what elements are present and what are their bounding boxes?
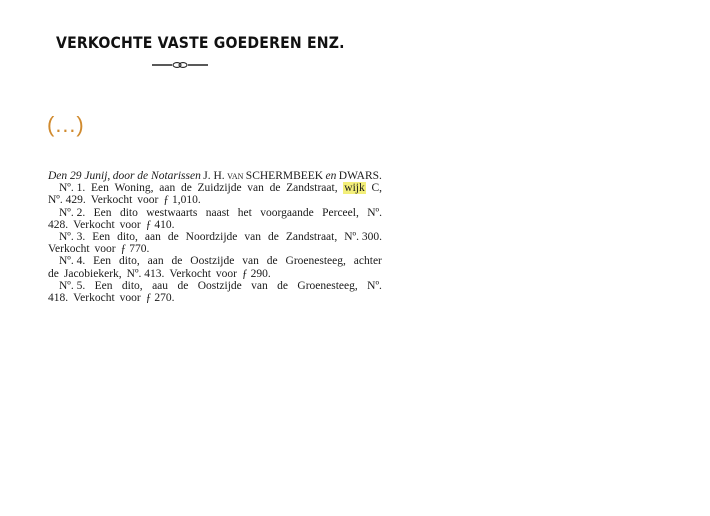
article-word: de: [177, 279, 189, 292]
article-word: voor: [119, 291, 141, 304]
article-word: ƒ 290.: [242, 267, 271, 280]
article-word: het: [237, 206, 252, 219]
article-word: de: [167, 230, 179, 243]
article-word: voorgaande: [260, 206, 314, 219]
article-word: 418.: [48, 291, 69, 304]
article-word: dito,: [121, 279, 143, 292]
article-word: Een: [92, 230, 111, 243]
article-word: Zuidzijde: [197, 182, 242, 195]
article-word: C,: [371, 182, 382, 195]
article-word: de: [266, 255, 278, 268]
article-word: Verkocht: [90, 194, 133, 207]
article-word: dito: [119, 206, 138, 219]
article-word: de: [48, 267, 59, 280]
article-line: [48, 268, 382, 280]
article-word: Nº. 5.: [59, 279, 86, 292]
article-line: [48, 243, 382, 255]
article-line: [48, 255, 382, 267]
article-word: Een: [94, 279, 113, 292]
article-word: Verkocht: [169, 267, 211, 280]
article-initials: J. H.: [203, 170, 225, 182]
article-name1: SCHERMBEEK: [245, 170, 324, 182]
article-word: aan: [144, 230, 161, 243]
article-line: [48, 207, 382, 219]
article-word: Nº. 1.: [59, 182, 86, 195]
page-title: VERKOCHTE VASTE GOEDEREN ENZ.: [56, 33, 345, 52]
article-line: [48, 194, 382, 206]
article-word: van: [244, 230, 261, 243]
article-van: van: [227, 170, 244, 182]
article-word: Een: [93, 206, 112, 219]
highlighted-word: wijk: [344, 182, 365, 195]
article-line: [48, 170, 382, 182]
article-word: voor: [137, 194, 159, 207]
article-word: Nº.: [367, 279, 382, 292]
article-word: Oostzijde: [197, 279, 242, 292]
article-word: Zandstraat,: [286, 182, 338, 195]
article-word: Perceel,: [322, 206, 359, 219]
article-word: Groenesteeg,: [285, 255, 346, 268]
article-word: Nº.: [367, 206, 382, 219]
article-word: Verkocht: [73, 218, 115, 231]
article-word: Nº. 3.: [59, 230, 86, 243]
article-word: van: [251, 279, 268, 292]
ornament-divider: [152, 60, 208, 70]
article-word: de: [269, 182, 281, 195]
article-word: Nº. 300.: [344, 230, 382, 243]
article-word: voor: [94, 243, 116, 256]
article-word: van: [242, 255, 259, 268]
article-word: ƒ 770.: [120, 243, 150, 256]
article-word: Nº. 4.: [59, 255, 86, 268]
article-word: Een: [90, 182, 109, 195]
article-word: westwaarts: [146, 206, 198, 219]
article-word: Nº. 429.: [48, 194, 86, 207]
article-word: Nº. 413.: [126, 267, 165, 280]
article-name2: DWARS.: [338, 170, 382, 182]
article-sep: ,: [107, 170, 111, 182]
article-word: Zandstraat,: [285, 230, 338, 243]
article-word: Nº. 2.: [59, 206, 86, 219]
article-word: ƒ 410.: [145, 218, 175, 231]
article-word: voor: [119, 218, 141, 231]
article-word: Jacobiekerk,: [63, 267, 122, 280]
article-word: Groenesteeg,: [297, 279, 358, 292]
article-word: aan: [147, 255, 164, 268]
article-date: Den 29 Junij: [48, 170, 108, 182]
article-word: achter: [353, 255, 382, 268]
article-word: Verkocht: [48, 243, 90, 256]
article-word: de: [267, 230, 279, 243]
ellipsis-marker: (…): [47, 112, 84, 137]
article-word: Woning,: [114, 182, 154, 195]
article-word: Verkocht: [73, 291, 115, 304]
article-en: en: [325, 170, 337, 182]
article-line: [48, 219, 382, 231]
article-notaries-label: door de Notarissen: [112, 170, 201, 182]
article-line: [48, 280, 382, 292]
article-word: Oostzijde: [190, 255, 235, 268]
article-line: [48, 182, 382, 194]
article-word: Een: [93, 255, 112, 268]
article-word: de: [277, 279, 289, 292]
article-line: [48, 231, 382, 243]
article-word: Noordzijde: [185, 230, 238, 243]
article-word: 428.: [48, 218, 69, 231]
article-word: ƒ 270.: [145, 291, 175, 304]
article-word: voor: [215, 267, 238, 280]
article-word: aan: [159, 182, 176, 195]
article-word: ƒ 1,010.: [163, 194, 201, 207]
article-word: de: [171, 255, 183, 268]
article-word: de: [180, 182, 192, 195]
article-word: naast: [205, 206, 230, 219]
article-line: [48, 292, 382, 304]
article-word: dito,: [118, 255, 140, 268]
article-word: dito,: [117, 230, 138, 243]
article-word: van: [247, 182, 264, 195]
article-text: [48, 170, 382, 304]
article-word: aau: [152, 279, 169, 292]
